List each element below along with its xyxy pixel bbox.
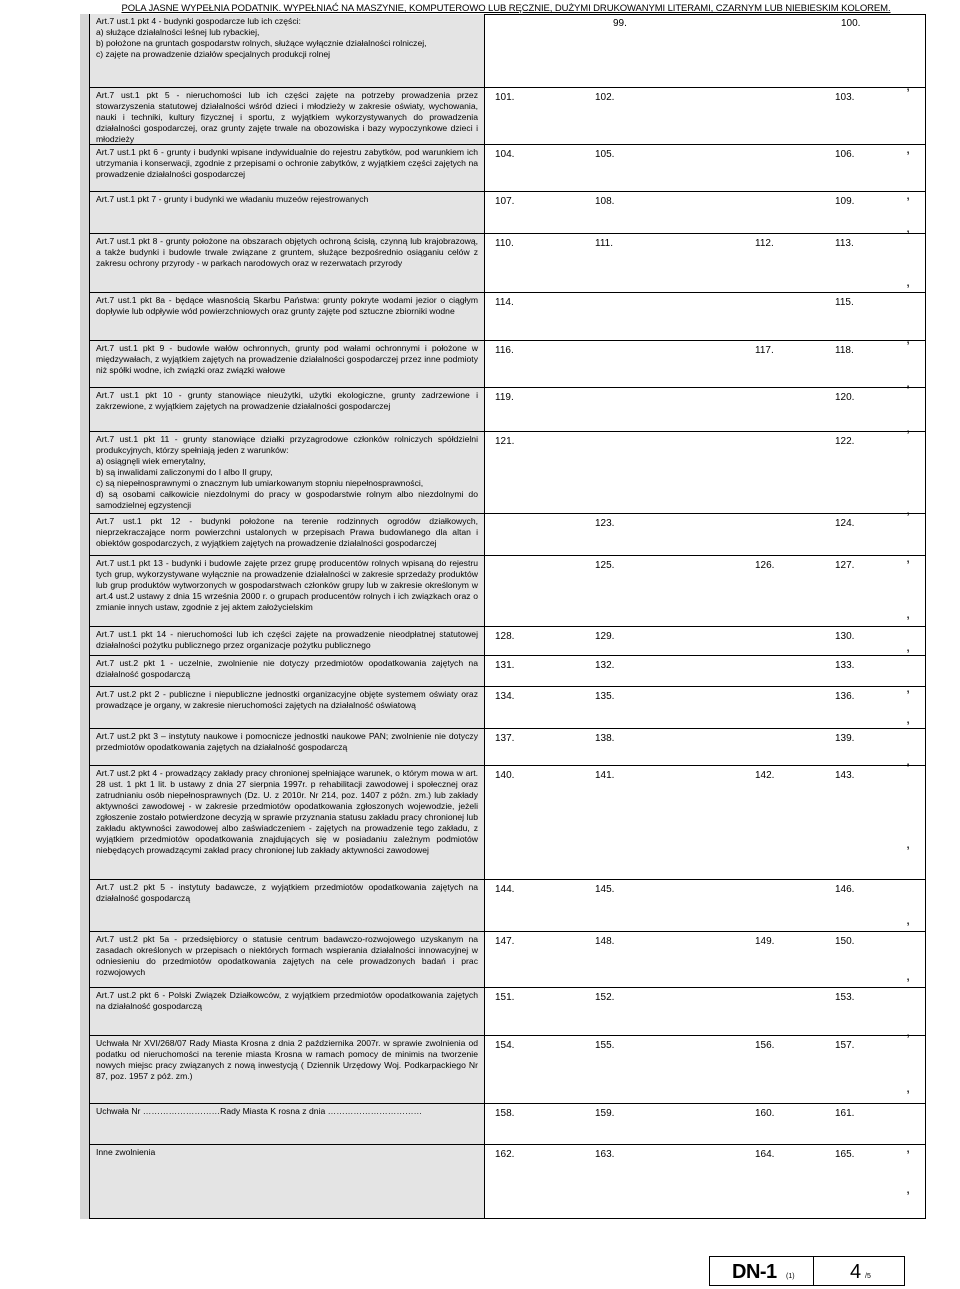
exemption-fields (485, 932, 926, 987)
exemption-description (90, 514, 485, 555)
decimal-separator: , (906, 219, 910, 235)
exemption-description (90, 14, 485, 87)
form-code-cell (710, 1257, 814, 1285)
field-number-161[interactable]: 161. (835, 1108, 855, 1119)
field-number-113[interactable]: 113. (835, 238, 854, 249)
field-number-154[interactable]: 154. (495, 1040, 515, 1051)
exemption-description (90, 627, 485, 655)
exemption-text: Art.7 ust.2 pkt 6 - Polski Związek Działkowców, z wyjątkiem przedmiotów opodatkowania zajętych na działalność gospodarczą (96, 990, 478, 1011)
field-number-118[interactable]: 118. (835, 345, 854, 356)
field-number-104[interactable]: 104. (495, 149, 515, 160)
field-number-127[interactable]: 127. (835, 560, 855, 571)
exemption-description (90, 656, 485, 686)
field-number-151[interactable]: 151. (495, 992, 515, 1003)
field-number-107[interactable]: 107. (495, 196, 515, 207)
field-number-145[interactable]: 145. (595, 884, 615, 895)
field-number-150[interactable]: 150. (835, 936, 855, 947)
exemption-fields (485, 388, 926, 435)
field-number-123[interactable]: 123. (595, 518, 615, 529)
exemption-description (90, 293, 485, 340)
field-number-114[interactable]: 114. (495, 297, 514, 308)
exemption-row (90, 932, 926, 988)
exemption-text: Art.7 ust.2 pkt 4 - prowadzący zakłady pracy chronionej spełniające warunek, o którym mowa w art. 28 ust. 1 pkt 1 lit. b ustawy z dnia 27 sierpnia 1997r. p rehabilitacji zawodowej i społecznej oraz zatrudnianiu osób niepełnosprawnych (Dz. U. z 2010r. Nr 214, poz. 1407 z późn. zm.) lub zakłady aktywności zawodowej - w zakresie przedmiotów opodatkowania zgłoszonych wojewodzie, jeżeli zgłoszenie zostało potwierdzone decyzją w sprawie przyznania statusu zakładu pracy chronionej lub zakładu aktywności zawodowej albo zaświadczeniem - zajętych na prowadzenie tego zakładu, z wyjątkiem przedmiotów opodatkowania znajdujących się w posiadaniu zależnym podmiotów niebędących prowadzącymi zakład pracy chronionej lub zakłady aktywności zawodowej (96, 768, 478, 855)
exemption-text: Art.7 ust.2 pkt 5 - instytuty badawcze, z wyjątkiem przedmiotów opodatkowania zajętych na działalność gospodarczą (96, 882, 478, 903)
form-footer (709, 1256, 905, 1286)
field-number-103[interactable]: 103. (835, 92, 855, 103)
field-number-99[interactable]: 99. (613, 18, 627, 29)
exemption-fields (485, 880, 926, 931)
exemption-fields (485, 988, 926, 1039)
exemption-fields (485, 656, 926, 695)
field-number-122[interactable]: 122. (835, 436, 855, 447)
field-number-128[interactable]: 128. (495, 631, 515, 642)
exemption-text: Uchwała Nr XVI/268/07 Rady Miasta Krosna z dnia 2 października 2007r. w sprawie zwolnienia od podatku od nieruchomości na terenie miasta Krosna w ramach pomocy de minimis na tworzenie nowych miejsc pracy związanych z nową inwestycją ( Dziennik Urzędowy Woj. Podkarpackiego Nr 87, poz. 1957 z póź. zm.) (96, 1038, 478, 1081)
field-number-131[interactable]: 131. (495, 660, 515, 671)
field-number-144[interactable]: 144. (495, 884, 515, 895)
exemption-text: Art.7 ust.2 pkt 2 - publiczne i niepubliczne jednostki organizacyjne objęte systemem oświaty oraz prowadzące je organy, w zakresie nieruchomości zajętych na działalność oświatową (96, 689, 478, 710)
exemption-text: Uchwała Nr ………………………Rady Miasta K rosna z dnia …………………………… (96, 1106, 423, 1116)
exemption-row (90, 766, 926, 880)
exemption-description (90, 988, 485, 1035)
field-number-120[interactable]: 120. (835, 392, 855, 403)
field-number-139[interactable]: 139. (835, 733, 855, 744)
exemption-row (90, 514, 926, 565)
field-number-159[interactable]: 159. (595, 1108, 615, 1119)
decimal-separator: , (906, 501, 910, 517)
exemption-description (90, 1036, 485, 1103)
field-number-162[interactable]: 162. (495, 1149, 515, 1160)
exemption-fields (485, 192, 926, 233)
exemption-fields (485, 432, 926, 517)
exemption-text: Art.7 ust.2 pkt 1 - uczelnie, zwolnienie nie dotyczy przedmiotów opodatkowania zajętych na działalność gospodarczą (96, 658, 478, 679)
exemption-description (90, 341, 485, 387)
exemption-row (90, 656, 926, 695)
exemption-description (90, 766, 485, 879)
field-number-149[interactable]: 149. (755, 936, 775, 947)
field-number-126[interactable]: 126. (755, 560, 775, 571)
exemption-description (90, 729, 485, 765)
exemption-fields (485, 766, 926, 879)
field-number-143[interactable]: 143. (835, 770, 855, 781)
exemption-fields (485, 627, 926, 655)
field-number-160[interactable]: 160. (755, 1108, 775, 1119)
decimal-separator: , (906, 1079, 910, 1095)
decimal-separator: , (906, 374, 910, 390)
exemption-description (90, 880, 485, 931)
exemption-description (90, 687, 485, 728)
field-number-136[interactable]: 136. (835, 691, 855, 702)
exemption-text: Inne zwolnienia (96, 1147, 156, 1157)
exemption-row (90, 556, 926, 627)
decimal-separator: , (906, 273, 910, 289)
decimal-separator: , (906, 911, 910, 927)
field-number-110[interactable]: 110. (495, 238, 514, 249)
exemption-fields (485, 514, 926, 565)
exemption-text: Art.7 ust.1 pkt 5 - nieruchomości lub ich części zajęte na potrzeby prowadzenia przez stowarzyszenia statutowej działalności wśród dzieci i młodzieży w zakresie oświaty, wychowania, nauki i techniki, kultury fizycznej i sportu, z wyjątkiem wykorzystywanych do prowadzenia działalności gospodarczej, oraz grunty zajęte trwale na obozowiska i bazy wypoczynkowe dzieci i młodzieży (96, 90, 478, 144)
exemption-fields (485, 234, 926, 292)
field-number-105[interactable]: 105. (595, 149, 615, 160)
exemption-description (90, 145, 485, 191)
field-number-124[interactable]: 124. (835, 518, 855, 529)
exemption-fields (485, 729, 926, 768)
exemption-description (90, 388, 485, 431)
exemption-text: Art.7 ust.1 pkt 6 - grunty i budynki wpisane indywidualnie do rejestru zabytków, pod warunkiem ich utrzymania i konserwacji, zgodnie z przepisami o ochronie zabytków, z wyjątkiem części zajętych na prowadzenie działalności gospodarczej (96, 147, 478, 179)
decimal-separator: , (906, 710, 910, 726)
page-total: /5 (865, 1273, 871, 1280)
exemption-text: Art.7 ust.1 pkt 10 - grunty stanowiące nieużytki, użytki ekologiczne, grunty zadrzewione i zakrzewione, z wyjątkiem zajętych na prowadzenie działalności gospodarczej (96, 390, 478, 411)
form-left-margin (80, 14, 90, 1219)
exemption-row (90, 234, 926, 293)
exemption-description (90, 432, 485, 513)
page-number: 4 (850, 1261, 862, 1283)
exemption-text: Art.7 ust.1 pkt 7 - grunty i budynki we władaniu muzeów rejestrowanych (96, 194, 369, 204)
decimal-separator: , (906, 419, 910, 435)
exemption-row (90, 388, 926, 435)
exemption-row (90, 988, 926, 1039)
field-number-141[interactable]: 141. (595, 770, 615, 781)
exemption-description (90, 192, 485, 233)
field-number-116[interactable]: 116. (495, 345, 514, 356)
field-number-129[interactable]: 129. (595, 631, 615, 642)
decimal-separator: , (906, 605, 910, 621)
decimal-separator: , (906, 638, 910, 654)
exemption-fields (485, 556, 926, 626)
exemption-fields (485, 293, 926, 346)
field-number-164[interactable]: 164. (755, 1149, 775, 1160)
exemption-text: Art.7 ust.2 pkt 5a - przedsiębiorcy o statusie centrum badawczo-rozwojowego uzyskanym na zasadach określonych w przepisach o niektórych formach wspierania działalności innowacyjnej w odniesieniu do przedmiotów opodatkowania zajętych na cele prowadzonych badań i prac rozwojowych (96, 934, 478, 977)
exemption-text: Art.7 ust.1 pkt 11 - grunty stanowiące działki przyzagrodowe członków rolniczych spółdzielni produkcyjnych, którzy spełniają jeden z warunków: a) osiągnęli wiek emerytalny, b) są inwalidami zaliczonymi do I albo II grupy, c) są niepełnosprawnymi o znacznym lub umiarkowanym stopniu niepełnosprawności, d) są osobami całkowicie niezdolnymi do pracy w gospodarstwie rolnym albo niezdolnymi do samodzielnej egzystencji (96, 434, 478, 510)
decimal-separator: , (906, 679, 910, 695)
exemption-text: Art.7 ust.2 pkt 3 – instytuty naukowe i pomocnicze jednostki naukowe PAN; zwolnienie nie dotyczy przedmiotów opodatkowania zajętych na działalność gospodarczą (96, 731, 478, 752)
field-number-119[interactable]: 119. (495, 392, 514, 403)
field-number-100[interactable]: 100. (841, 18, 861, 29)
exemption-text: Art.7 ust.1 pkt 12 - budynki położone na terenie rodzinnych ogrodów działkowych, nieprzekraczające norm powierzchni ustalonych w przepisach Prawa budowlanego dla altan i obiektów gospodarczych, z wyjątkiem zajętych na prowadzenie działalności gospodarczej (96, 516, 478, 548)
exemption-fields (485, 687, 926, 728)
exemption-fields (485, 1036, 926, 1103)
decimal-separator: , (906, 330, 910, 346)
field-number-121[interactable]: 121. (495, 436, 515, 447)
exemption-row (90, 1036, 926, 1104)
field-number-133[interactable]: 133. (835, 660, 855, 671)
field-number-102[interactable]: 102. (595, 92, 615, 103)
field-number-130[interactable]: 130. (835, 631, 855, 642)
exemption-text: Art.7 ust.1 pkt 13 - budynki i budowle zajęte przez grupę producentów rolnych wpisaną do rejestru tych grup, wykorzystywane wyłącznie na prowadzenie działalności w zakresie sprzedaży produktów lub grup produktów wytworzonych w gospodarstwach członków grupy lub w zakresie określonym w art.4 ust.2 ustawy z dnia 15 września 2000 r. o grupach producentów rolnych i ich związkach oraz o zmianie innych ustaw, zgodnie z jej aktem założycielskim (96, 558, 478, 612)
exemption-text: Art.7 ust.1 pkt 8a - będące własnością Skarbu Państwa: grunty pokryte wodami jezior o ciągłym dopływie lub odpływie wód powierzchniowych oraz grunty zajęte pod sztuczne zbiorniki wodne (96, 295, 478, 316)
exemption-description (90, 1104, 485, 1144)
exemption-row (90, 1145, 926, 1219)
field-number-125[interactable]: 125. (595, 560, 615, 571)
exemption-row (90, 729, 926, 766)
exemption-row (90, 341, 926, 388)
exemption-fields (485, 14, 926, 93)
field-number-152[interactable]: 152. (595, 992, 615, 1003)
instruction-header: POLA JASNE WYPEŁNIA PODATNIK. WYPEŁNIAĆ NA MASZYNIE, KOMPUTEROWO LUB RĘCZNIE, DUŻYMI DRUKOWANYMI LITERAMI, CZARNYM LUB NIEBIESKIM KOLOREM. (121, 3, 891, 14)
exemption-fields (485, 1145, 926, 1218)
exemption-description (90, 932, 485, 987)
field-number-158[interactable]: 158. (495, 1108, 515, 1119)
field-number-109[interactable]: 109. (835, 196, 855, 207)
exemption-text: Art.7 ust.1 pkt 14 - nieruchomości lub ich części zajęte na prowadzenie nieodpłatnej statutowej działalności pożytku publicznego przez organizacje pożytku publicznego (96, 629, 478, 650)
exemption-description (90, 88, 485, 144)
decimal-separator: , (906, 77, 910, 93)
exemption-text: Art.7 ust.1 pkt 4 - budynki gospodarcze lub ich części: a) służące działalności leśnej lub rybackiej, b) położone na gruntach gospodarstw rolnych, służące wyłącznie działalności rolniczej, c) zajęte na prowadzenie działów specjalnych produkcji rolnej (96, 16, 427, 59)
field-number-108[interactable]: 108. (595, 196, 615, 207)
form-code: DN-1 (732, 1261, 777, 1283)
field-number-138[interactable]: 138. (595, 733, 615, 744)
exemption-description (90, 1145, 485, 1218)
decimal-separator: , (906, 1180, 910, 1196)
field-number-101[interactable]: 101. (495, 92, 515, 103)
field-number-111[interactable]: 111. (595, 238, 613, 249)
exemption-description (90, 234, 485, 292)
field-number-134[interactable]: 134. (495, 691, 515, 702)
exemption-row (90, 432, 926, 517)
decimal-separator: , (906, 967, 910, 983)
decimal-separator: , (906, 549, 910, 565)
field-number-142[interactable]: 142. (755, 770, 775, 781)
field-number-155[interactable]: 155. (595, 1040, 615, 1051)
decimal-separator: , (906, 752, 910, 768)
decimal-separator: , (906, 1023, 910, 1039)
field-number-106[interactable]: 106. (835, 149, 855, 160)
field-number-115[interactable]: 115. (835, 297, 854, 308)
field-number-157[interactable]: 157. (835, 1040, 855, 1051)
exemption-text: Art.7 ust.1 pkt 9 - budowle wałów ochronnych, grunty pod wałami ochronnymi i położone w międzywałach, z wyjątkiem zajętych na prowadzenie działalności gospodarczej przez inne podmioty niż spółki wodne, ich związki oraz związki wałowe (96, 343, 478, 375)
field-number-117[interactable]: 117. (755, 345, 774, 356)
exemption-row (90, 192, 926, 234)
decimal-separator: , (906, 186, 910, 202)
field-number-146[interactable]: 146. (835, 884, 855, 895)
exemption-row (90, 880, 926, 932)
field-number-156[interactable]: 156. (755, 1040, 775, 1051)
decimal-separator: , (906, 1139, 910, 1155)
exemption-text: Art.7 ust.1 pkt 8 - grunty położone na obszarach objętych ochroną ścisłą, czynną lub krajobrazową, a także budynki i budowle trwale związane z gruntem, służące bezpośrednio osiąganiu celów z zakresu ochrony przyrody - w parkach narodowych oraz w rezerwatach przyrody (96, 236, 478, 268)
field-number-140[interactable]: 140. (495, 770, 515, 781)
field-number-137[interactable]: 137. (495, 733, 515, 744)
field-number-147[interactable]: 147. (495, 936, 515, 947)
decimal-separator: , (906, 140, 910, 156)
field-number-132[interactable]: 132. (595, 660, 615, 671)
exemption-row (90, 627, 926, 656)
exemption-row (90, 293, 926, 346)
field-number-112[interactable]: 112. (755, 238, 774, 249)
field-number-153[interactable]: 153. (835, 992, 855, 1003)
exemption-fields (485, 341, 926, 390)
exemption-row (90, 687, 926, 729)
form-version: (1) (786, 1273, 795, 1280)
exemption-description (90, 556, 485, 626)
field-number-163[interactable]: 163. (595, 1149, 615, 1160)
decimal-separator: , (906, 835, 910, 851)
exemption-row (90, 14, 926, 93)
field-number-165[interactable]: 165. (835, 1149, 855, 1160)
field-number-135[interactable]: 135. (595, 691, 615, 702)
field-number-148[interactable]: 148. (595, 936, 615, 947)
